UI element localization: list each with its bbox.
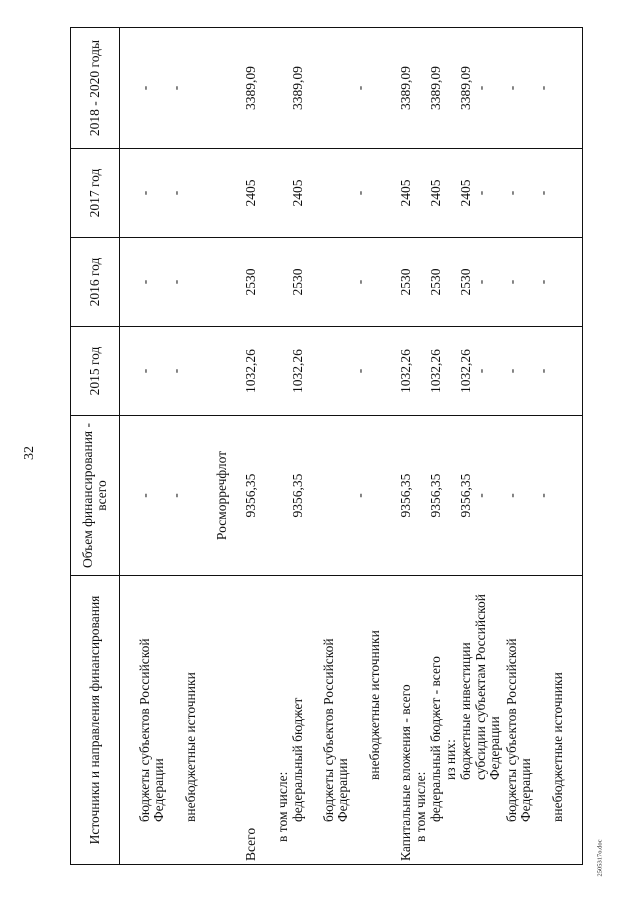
cell-2016: 2530 bbox=[291, 238, 322, 327]
row-label: Капитальные вложения - всего bbox=[399, 576, 414, 865]
table-row bbox=[353, 28, 399, 865]
table-row bbox=[444, 28, 459, 865]
table-row bbox=[459, 28, 474, 865]
cell-2018-2020: - bbox=[474, 28, 505, 149]
cell-2017: 2405 bbox=[291, 149, 322, 238]
table-row bbox=[138, 28, 169, 865]
cell-total: - bbox=[505, 416, 536, 576]
row-label: внебюджетные источники bbox=[353, 576, 399, 865]
cell-2016: 2530 bbox=[399, 238, 414, 327]
cell-2017: 2405 bbox=[459, 149, 474, 238]
header-total: Объем финансирования - всего bbox=[71, 416, 120, 576]
row-label: бюджеты субъектов Российской Федерации bbox=[138, 576, 169, 865]
cell-2015: - bbox=[353, 327, 399, 416]
table-row bbox=[414, 28, 429, 865]
cell-total: 9356,35 bbox=[230, 416, 276, 576]
cell-total: - bbox=[169, 416, 215, 576]
financing-table bbox=[70, 27, 583, 865]
cell-2017: 2405 bbox=[230, 149, 276, 238]
table-spacer-row bbox=[120, 28, 139, 865]
cell-2018-2020: 3389,09 bbox=[399, 28, 414, 149]
cell-total: - bbox=[138, 416, 169, 576]
cell-2016: 2530 bbox=[429, 238, 444, 327]
cell-total: - bbox=[474, 416, 505, 576]
cell-total: 9356,35 bbox=[459, 416, 474, 576]
row-label: внебюджетные источники bbox=[536, 576, 583, 865]
cell-2016: - bbox=[474, 238, 505, 327]
cell-2016: 2530 bbox=[459, 238, 474, 327]
row-label: федеральный бюджет bbox=[291, 576, 322, 865]
cell-2016: 2530 bbox=[230, 238, 276, 327]
header-2016: 2016 год bbox=[71, 238, 120, 327]
table-row bbox=[169, 28, 215, 865]
cell-total: - bbox=[536, 416, 583, 576]
table-row bbox=[276, 28, 291, 865]
table-row bbox=[322, 28, 353, 865]
row-label: бюджеты субъектов Российской Федерации bbox=[505, 576, 536, 865]
cell-2017: - bbox=[505, 149, 536, 238]
cell-2017: 2405 bbox=[429, 149, 444, 238]
cell-2016: - bbox=[169, 238, 215, 327]
cell-2018-2020: - bbox=[505, 28, 536, 149]
row-label: федеральный бюджет - всего bbox=[429, 576, 444, 865]
cell-2016: - bbox=[353, 238, 399, 327]
table-container bbox=[70, 28, 565, 865]
cell-2015: 1032,26 bbox=[459, 327, 474, 416]
row-label: Всего bbox=[230, 576, 276, 865]
table-header-row bbox=[71, 28, 120, 865]
row-label: внебюджетные источники bbox=[169, 576, 215, 865]
section-row bbox=[215, 28, 230, 865]
row-label: субсидии субъектам Российской Федерации bbox=[474, 576, 505, 865]
cell-total: - bbox=[353, 416, 399, 576]
header-2015: 2015 год bbox=[71, 327, 120, 416]
cell-2015: - bbox=[169, 327, 215, 416]
cell-2015: 1032,26 bbox=[291, 327, 322, 416]
cell-2018-2020: 3389,09 bbox=[429, 28, 444, 149]
cell-2015: - bbox=[505, 327, 536, 416]
cell-2018-2020: 3389,09 bbox=[230, 28, 276, 149]
cell-2018-2020: 3389,09 bbox=[459, 28, 474, 149]
cell-total: 9356,35 bbox=[399, 416, 414, 576]
row-label: в том числе: bbox=[276, 576, 291, 865]
cell-2015: - bbox=[536, 327, 583, 416]
cell-2018-2020: 3389,09 bbox=[291, 28, 322, 149]
document-code: 2505317o.doc bbox=[596, 839, 604, 877]
cell-2017: - bbox=[138, 149, 169, 238]
cell-2018-2020: - bbox=[169, 28, 215, 149]
cell-2015: - bbox=[138, 327, 169, 416]
cell-2016: - bbox=[505, 238, 536, 327]
table-row bbox=[505, 28, 536, 865]
cell-2017: - bbox=[353, 149, 399, 238]
row-label: в том числе: bbox=[414, 576, 429, 865]
cell-2018-2020: - bbox=[353, 28, 399, 149]
cell-2016: - bbox=[138, 238, 169, 327]
table-row bbox=[399, 28, 414, 865]
cell-2016: - bbox=[536, 238, 583, 327]
table-row bbox=[291, 28, 322, 865]
header-2018-2020: 2018 - 2020 годы bbox=[71, 28, 120, 149]
table-row bbox=[429, 28, 444, 865]
header-source: Источники и направления финансирования bbox=[71, 576, 120, 865]
row-label: из них: bbox=[444, 576, 459, 865]
cell-2018-2020: - bbox=[536, 28, 583, 149]
section-title: Росморречфлот bbox=[215, 416, 230, 576]
page-number: 32 bbox=[22, 446, 37, 460]
cell-2017: - bbox=[536, 149, 583, 238]
table-row bbox=[474, 28, 505, 865]
table-row-total bbox=[230, 28, 276, 865]
cell-2017: - bbox=[169, 149, 215, 238]
rotated-table-frame bbox=[70, 28, 565, 865]
cell-2017: - bbox=[474, 149, 505, 238]
cell-2015: 1032,26 bbox=[429, 327, 444, 416]
cell-2015: 1032,26 bbox=[399, 327, 414, 416]
table-row bbox=[536, 28, 583, 865]
cell-2017: 2405 bbox=[399, 149, 414, 238]
row-label: бюджетные инвестиции bbox=[459, 576, 474, 865]
cell-total: 9356,35 bbox=[429, 416, 444, 576]
cell-2015: 1032,26 bbox=[230, 327, 276, 416]
header-2017: 2017 год bbox=[71, 149, 120, 238]
cell-2018-2020: - bbox=[138, 28, 169, 149]
row-label: бюджеты субъектов Российской Федерации bbox=[322, 576, 353, 865]
cell-total: 9356,35 bbox=[291, 416, 322, 576]
cell-2015: - bbox=[474, 327, 505, 416]
